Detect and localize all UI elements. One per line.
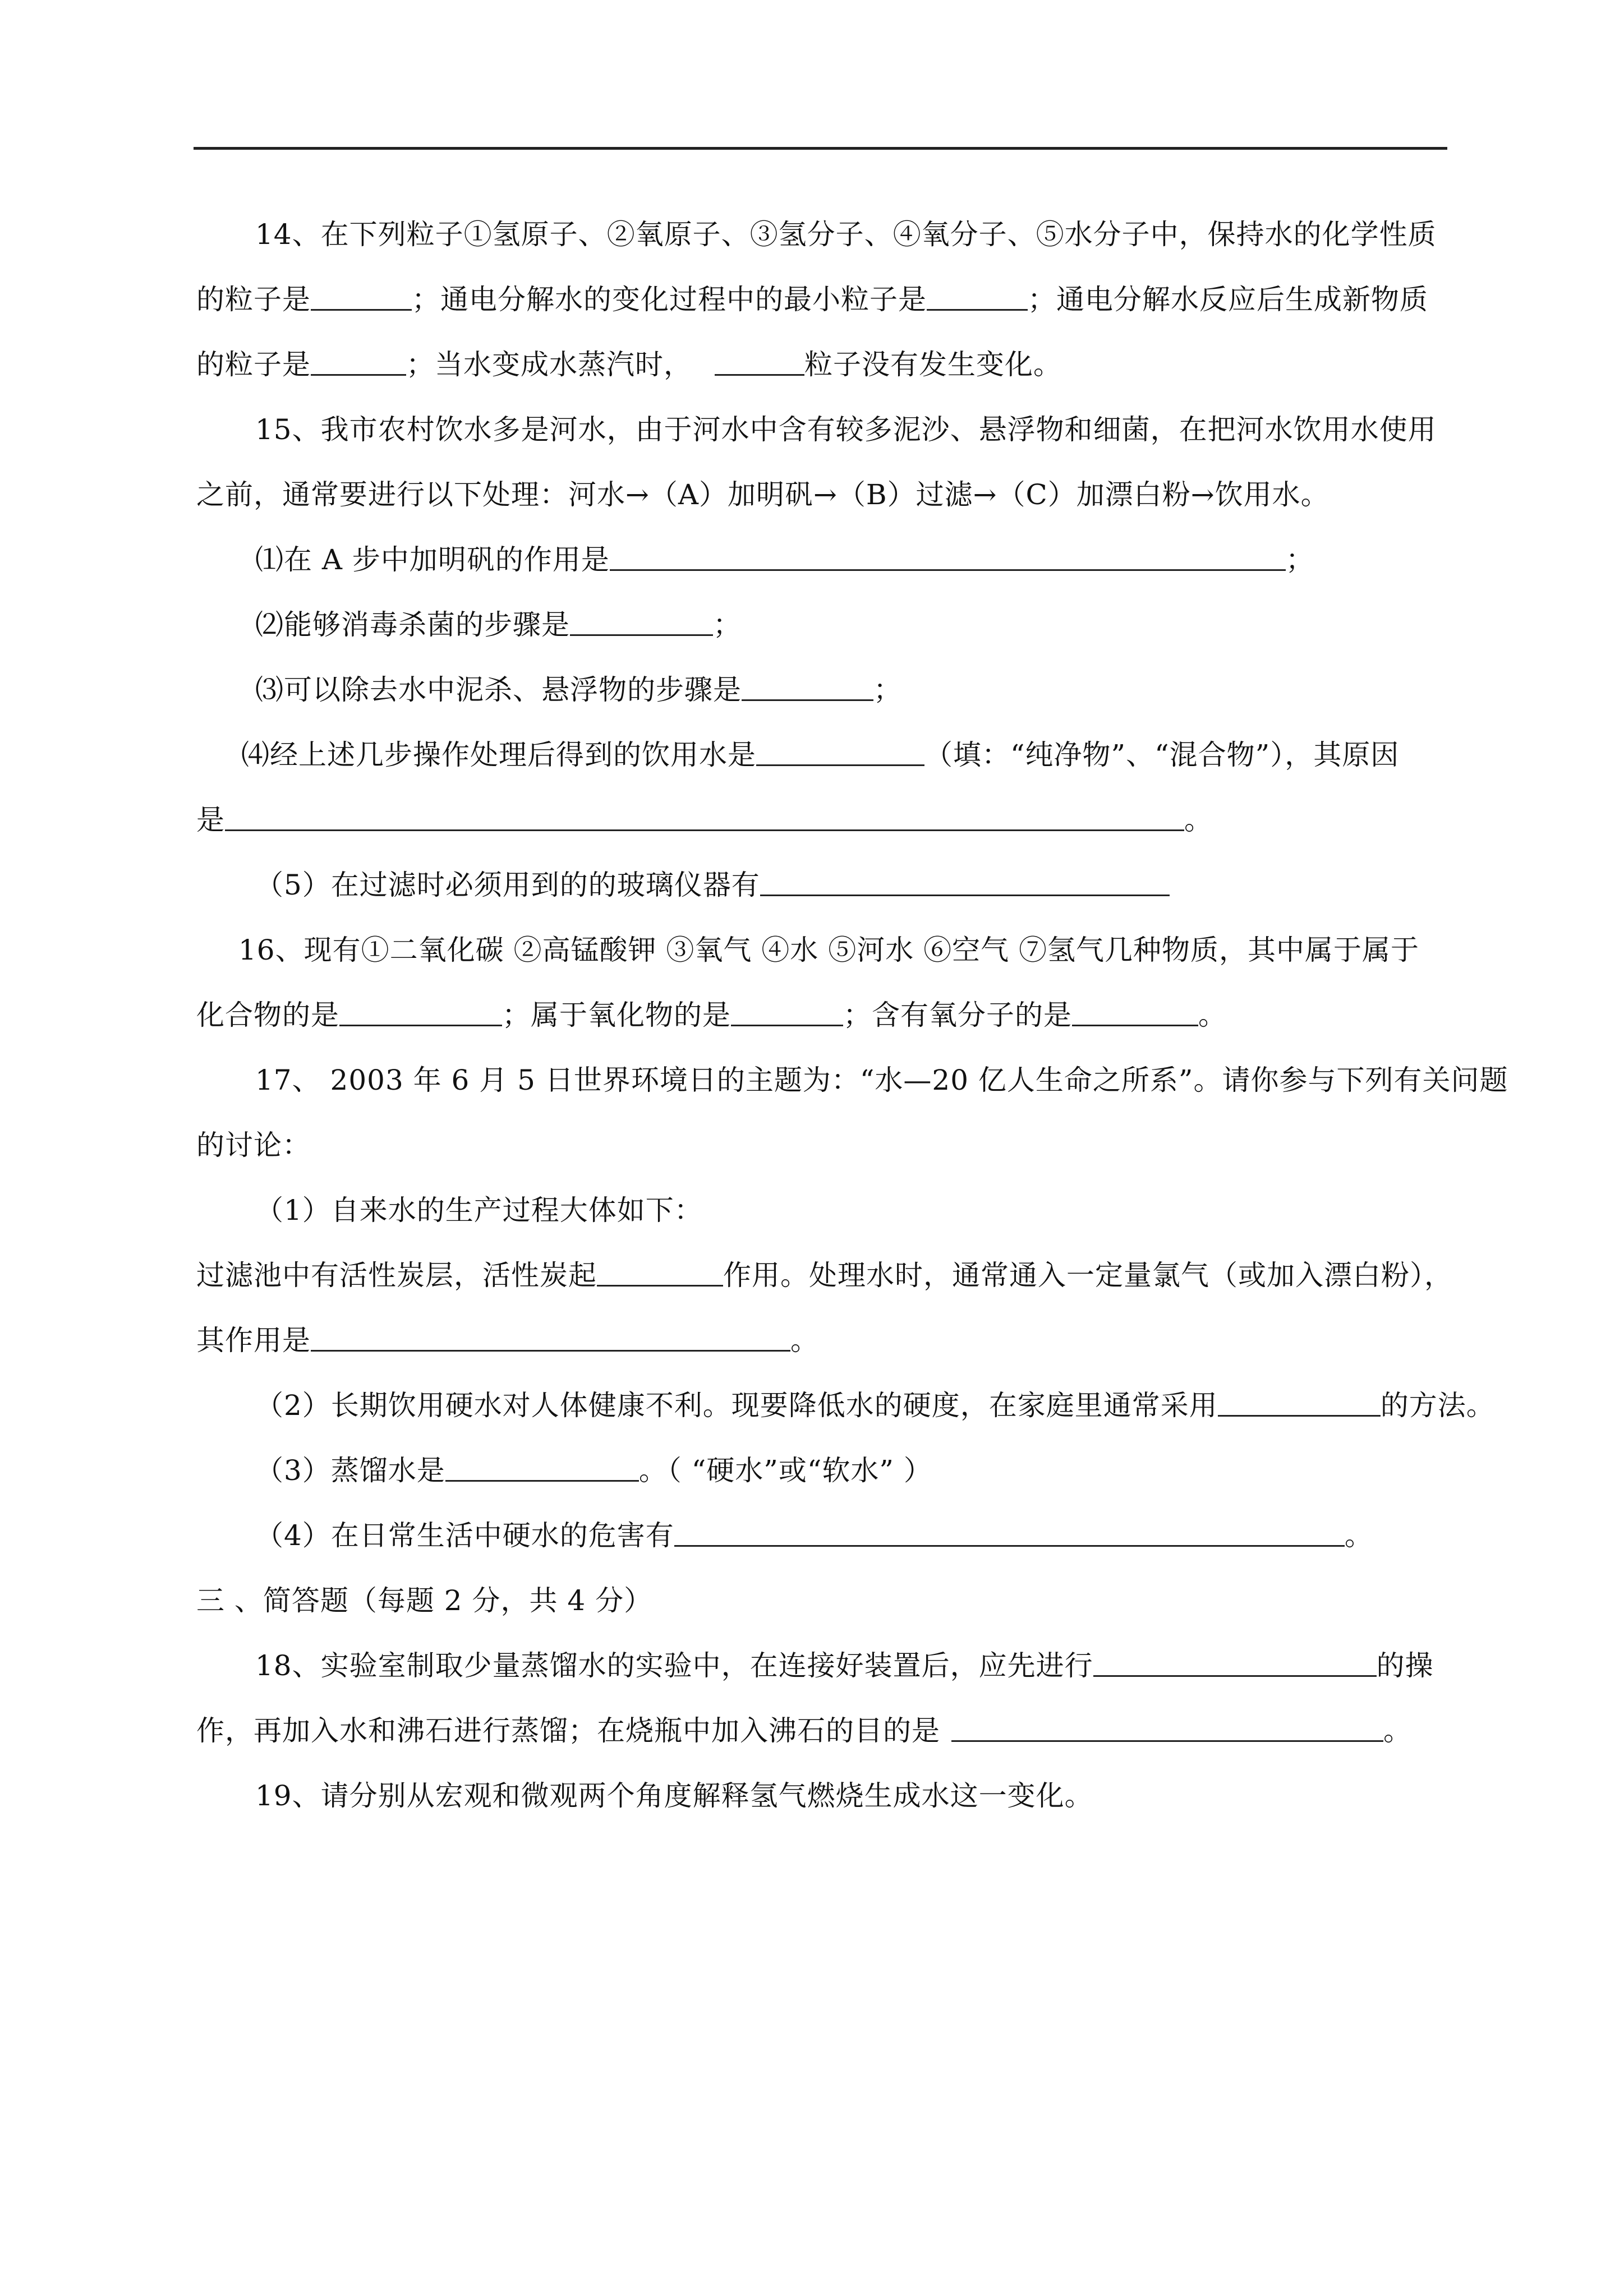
answer-blank[interactable]: [225, 803, 1184, 831]
q15-part-4: ⑷经上述几步操作处理后得到的饮用水是 （填：“纯净物”、“混合物”），其原因: [241, 739, 1400, 771]
answer-blank[interactable]: [311, 282, 412, 311]
answer-blank[interactable]: [610, 542, 1286, 571]
q15-part-2: ⑵能够消毒杀菌的步骤是 ；: [255, 608, 742, 641]
q17-sub-1-a: 过滤池中有活性炭层，活性炭起 作用。处理水时，通常通入一定量氯气（或加入漂白粉），: [196, 1259, 1453, 1292]
answer-blank[interactable]: [339, 998, 502, 1026]
answer-blank[interactable]: [674, 1518, 1345, 1547]
q19-line: 19、请分别从宏观和微观两个角度解释氢气燃烧生成水这一变化。: [255, 1779, 1093, 1812]
exam-content: [196, 202, 1508, 1828]
answer-blank[interactable]: [715, 347, 804, 376]
q17-sub-1-b: 其作用是 。: [196, 1324, 819, 1357]
q14-line-1: 14、在下列粒子①氢原子、②氧原子、③氢分子、④氧分子、⑤水分子中，保持水的化学性质: [255, 218, 1437, 251]
q15-line-2: 之前，通常要进行以下处理：河水→（A）加明矾→（B）过滤→（C）加漂白粉→饮用水。: [196, 478, 1329, 511]
q16-line-1: 16、现有①二氧化碳 ②高锰酸钾 ③氧气 ④水 ⑤河水 ⑥空气 ⑦氢气几种物质，其中属于属于: [238, 934, 1419, 966]
answer-blank[interactable]: [756, 737, 924, 766]
q15-part-4-cont: 是 。: [196, 804, 1213, 836]
header-rule: [194, 147, 1447, 150]
section-3-heading: 三 、简答题（每题 2 分，共 4 分）: [196, 1584, 653, 1617]
answer-blank[interactable]: [445, 1453, 639, 1482]
answer-blank[interactable]: [731, 998, 843, 1026]
answer-blank[interactable]: [311, 1323, 790, 1352]
q17-sub-2: （2）长期饮用硬水对人体健康不利。现要降低水的硬度，在家庭里通常采用 的方法。: [255, 1389, 1495, 1422]
q15-part-3: ⑶可以除去水中泥杀、悬浮物的步骤是 ；: [255, 674, 902, 706]
answer-blank[interactable]: [311, 347, 406, 376]
q16-line-2: 化合物的是 ；属于氧化物的是 ；含有氧分子的是 。: [196, 999, 1227, 1031]
q17-sub-3: （3）蒸馏水是 。（ “硬水”或“软水” ）: [255, 1454, 932, 1487]
answer-blank[interactable]: [1218, 1388, 1381, 1417]
q18-line-1: 18、实验室制取少量蒸馏水的实验中，在连接好装置后，应先进行 的操: [255, 1649, 1434, 1682]
q14-line-3: 的粒子是 ；当水变成水蒸汽时， 粒子没有发生变化。: [196, 348, 1062, 381]
answer-blank[interactable]: [597, 1258, 723, 1287]
answer-blank[interactable]: [1072, 998, 1198, 1026]
answer-blank[interactable]: [570, 607, 713, 636]
q17-sub-4: （4）在日常生活中硬水的危害有 。: [255, 1519, 1373, 1552]
q18-line-2: 作，再加入水和沸石进行蒸馏；在烧瓶中加入沸石的目的是 。: [196, 1714, 1412, 1747]
q14-line-2: 的粒子是 ；通电分解水的变化过程中的最小粒子是 ；通电分解水反应后生成新物质: [196, 283, 1428, 316]
answer-blank[interactable]: [927, 282, 1028, 311]
q17-line-2: 的讨论：: [196, 1129, 311, 1161]
q17-sub-1: （1）自来水的生产过程大体如下：: [255, 1194, 703, 1227]
q15-part-5: （5）在过滤时必须用到的的玻璃仪器有: [196, 852, 1447, 918]
answer-blank[interactable]: [742, 672, 873, 701]
answer-blank[interactable]: [760, 868, 1170, 896]
q17-line-1: 17、 2003 年 6 月 5 日世界环境日的主题为：“水—20 亿人生命之所系”。请你参与下列有关问题: [255, 1064, 1508, 1096]
q15-line-1: 15、我市农村饮水多是河水，由于河水中含有较多泥沙、悬浮物和细菌，在把河水饮用水使用: [255, 413, 1437, 446]
answer-blank[interactable]: [951, 1713, 1383, 1742]
answer-blank[interactable]: [1093, 1648, 1377, 1677]
q15-part-1: ⑴在 A 步中加明矾的作用是 ；: [255, 543, 1314, 576]
